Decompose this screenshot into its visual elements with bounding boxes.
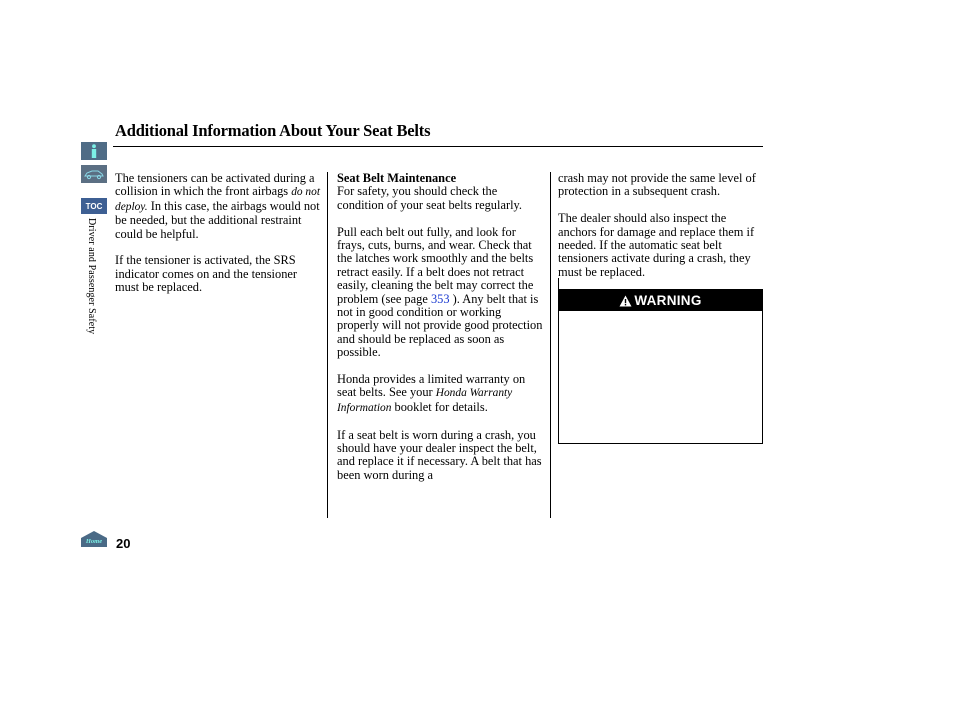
warning-label: WARNING [634, 293, 702, 308]
column-3 [558, 172, 763, 293]
info-icon[interactable] [81, 142, 107, 160]
column-1 [115, 172, 321, 308]
paragraph: For safety, you should check the condition of your seat belts regularly. [337, 184, 523, 212]
section-label: Driver and Passenger Safety [86, 218, 97, 335]
title-rule [113, 146, 763, 147]
paragraph: Pull each belt out fully, and look for frays, cuts, burns, and wear. Check that the latches work smoothly and the belts retract easily. If a belt does not retract easily, cleaning the belt may correct the problem (see page 353 ). Any belt that is not in good condition or working properly will not provide good protection and should be replaced as soon as possible. [337, 224, 543, 360]
page-link[interactable]: 353 [430, 291, 450, 306]
warning-header [559, 290, 762, 311]
paragraph: The dealer should also inspect the anchors for damage and replace them if needed. If the automatic seat belt tensioners activate during a crash, they must be replaced. [558, 211, 755, 279]
section-heading: Seat Belt Maintenance [337, 171, 457, 185]
home-label: Home [85, 538, 103, 545]
italic-emphasis: Honda Warranty Information [337, 387, 513, 414]
warning-triangle-icon [619, 295, 632, 307]
column-divider [550, 172, 551, 518]
warning-box [558, 289, 763, 444]
paragraph: crash may not provide the same level of protection in a subsequent crash. [558, 171, 756, 199]
home-icon[interactable] [80, 530, 108, 548]
column-divider [327, 172, 328, 518]
paragraph: If the tensioner is activated, the SRS indicator comes on and the tensioner must be replaced. [115, 253, 298, 295]
toc-button[interactable]: TOC [81, 198, 107, 214]
page-title: Additional Information About Your Seat Belts [115, 121, 431, 140]
italic-emphasis: do not deploy. [115, 186, 320, 213]
column-2 [337, 172, 545, 496]
info-glyph-icon [89, 144, 99, 158]
paragraph: If a seat belt is worn during a crash, you should have your dealer inspect the belt, and replace it if necessary. A belt that has been worn during a [337, 427, 542, 482]
car-glyph-icon [83, 168, 105, 180]
index-car-icon[interactable] [81, 165, 107, 183]
page-number: 20 [116, 536, 131, 551]
paragraph: The tensioners can be activated during a collision in which the front airbags do not deploy. In this case, the airbags would not be needed, but the additional restraint could be helpful. [115, 171, 320, 241]
paragraph: Honda provides a limited warranty on seat belts. See your Honda Warranty Information booklet for details. [337, 372, 526, 414]
